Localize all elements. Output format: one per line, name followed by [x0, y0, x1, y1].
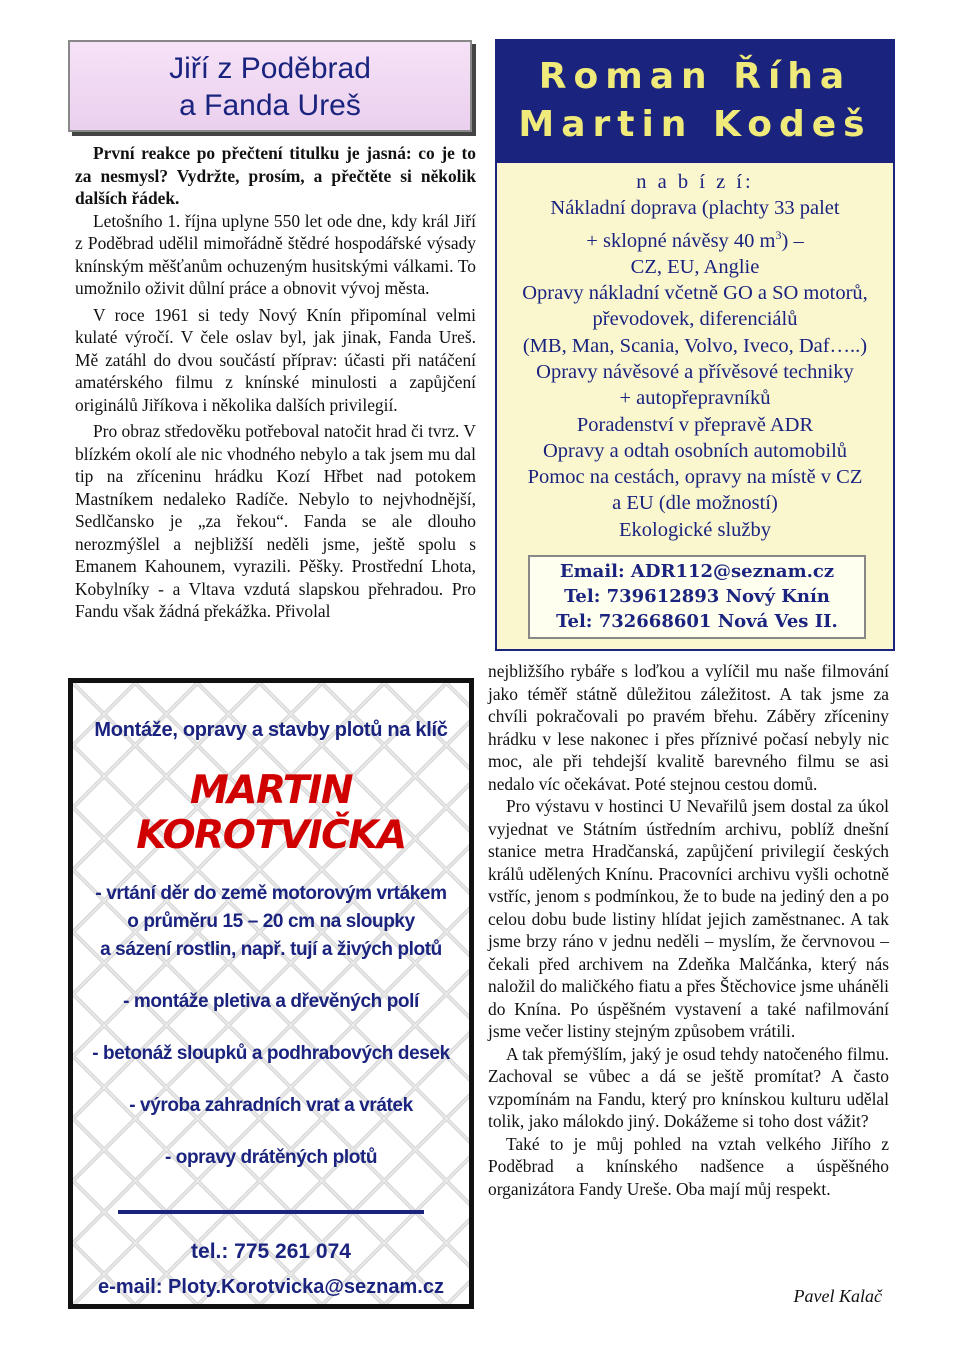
fence-ad-name: MARTIN KOROTVIČKA	[136, 768, 406, 858]
service-line: Poradenství v přepravě ADR	[576, 413, 814, 436]
article-title-line2: a Fanda Ureš	[179, 89, 361, 122]
service-line: Nákladní doprava (plachty 33 palet	[550, 197, 840, 220]
transport-advertisement	[495, 39, 895, 651]
fence-service: - vrtání děr do země motorovým vrtákem	[95, 883, 447, 904]
article-left-column	[75, 142, 476, 623]
fence-service: - výroba zahradních vrat a vrátek	[129, 1095, 413, 1116]
fence-service: - betonáž sloupků a podhrabových desek	[92, 1043, 450, 1064]
article-title-box	[68, 40, 472, 132]
transport-ad-header	[497, 41, 893, 163]
service-line: a EU (dle možností)	[612, 492, 778, 515]
service-line: CZ, EU, Anglie	[630, 255, 760, 278]
service-line: Pomoc na cestách, opravy na místě v CZ	[527, 466, 863, 489]
article-paragraph: V roce 1961 si tedy Nový Knín připomínal velmi kulaté výročí. V čele oslav byl, jak jinak, Fanda Ureš. Mě zatáhl do dvou součástí příprav: účasti při natáčení amatérského filmu z knínské minulosti a zapůjčení originálů Jiříkova i několika dalších privilegií.	[75, 304, 476, 415]
fence-email[interactable]: e-mail: Ploty.Korotvicka@seznam.cz	[98, 1276, 444, 1298]
fence-service: - montáže pletiva a dřevěných polí	[123, 991, 419, 1012]
service-line: Opravy nákladní včetně GO a SO motorů,	[522, 282, 868, 305]
service-line: + autopřepravníků	[619, 387, 771, 410]
transport-phone[interactable]: Tel: 732668601 Nová Ves II.	[556, 611, 838, 632]
fence-ad-divider	[118, 1210, 424, 1214]
article-paragraph: Pro výstavu v hostinci U Nevařilů jsem dostal za úkol vyjednat ve Státním ústředním archivu, poblíž dnešní stanice metra Hradčanská, zapůjčení privilegií českých králů udělených Knínu. Pracovníci archivu vyšli ochotně vstříc, jenom s podmínkou, že to bude na jediný den a po celou dobu bude listiny hlídat jejich zaměstnanec. A tak jsme brzy ráno v jednu neděli – myslím, že červnovou – čekali před archivem na Zdeňka Malčánka, který nás naložil do maličkého fiatu a přes Štěchovice jsme uháněli do Knína. Po úspěšném vystavení a také nafilmování jsme večer listiny stejným způsobem vrátili.	[488, 796, 889, 1041]
transport-email[interactable]: Email: ADR112@seznam.cz	[559, 561, 835, 582]
service-line: Opravy návěsové a přívěsové techniky	[536, 360, 854, 383]
fence-service: a sázení rostlin, např. tují a živých plotů	[100, 939, 442, 960]
service-line: Ekologické služby	[618, 518, 771, 541]
fence-phone[interactable]: tel.: 775 261 074	[191, 1240, 351, 1263]
article-lead: První reakce po přečtení titulku je jasná: co je to za nesmysl? Vydržte, prosím, a přečtěte si několik dalších řádek.	[75, 143, 476, 208]
article-paragraph: Letošního 1. října uplyne 550 let ode dne, kdy král Jiří z Poděbrad udělil mimořádně štědré hospodářské výsady knínským měšťanům ochuzeným husitskými válkami. To umožnilo oživit důlní práce a obnovit vývoj města.	[75, 210, 476, 298]
article-right-column	[488, 660, 889, 1200]
article-paragraph: nejbližšího rybáře s loďkou a vylíčil mu naše filmování jako téměř státně důležitou záležitost. A tak jsme za chvíli pokračovali po pravém břehu. Záběry zříceniny hrádku v lese nakonec i přes příznivé počasí nebyly nic moc, ale při tehdejší kvalitě barevného filmu se asi nedalo víc očekávat. Poté stejnou cestou domů.	[488, 661, 889, 794]
transport-ad-services	[497, 163, 893, 543]
fence-advertisement	[68, 678, 474, 1309]
service-line: (MB, Man, Scania, Volvo, Iveco, Daf…..)	[522, 334, 868, 357]
transport-ad-name2: Martin Kodeš	[518, 104, 872, 145]
article-paragraph: Také to je můj pohled na vztah velkého Jiřího z Poděbrad a knínského nadšence a úspěšného organizátora Fandy Ureše. Oba mají můj respekt.	[488, 1133, 889, 1199]
service-line: + sklopné návěsy 40 $m^3$) –	[586, 227, 804, 252]
fence-ad-content	[73, 719, 469, 1299]
service-line: Opravy a odtah osobních automobilů	[542, 439, 848, 462]
transport-phone[interactable]: Tel: 739612893 Nový Knín	[564, 586, 830, 607]
transport-ad-offer: n a b í z í:	[636, 171, 754, 193]
service-line: převodovek, diferenciálů	[592, 308, 798, 331]
transport-contact-box	[528, 555, 866, 639]
fence-service: - opravy drátěných plotů	[164, 1147, 378, 1168]
transport-ad-name1: Roman Říha	[538, 56, 852, 97]
fence-ad-tagline: Montáže, opravy a stavby plotů na klíč	[94, 719, 448, 741]
article-title-line1: Jiří z Poděbrad	[169, 52, 371, 85]
article-author: Pavel Kalač	[793, 1286, 882, 1306]
fence-service: o průměru 15 – 20 cm na sloupky	[127, 911, 415, 932]
article-paragraph: A tak přemýšlím, jaký je osud tehdy natočeného filmu. Zachoval se vůbec a dá se ještě promítat? A často vzpomínám na Fandu, který pro knínskou kulturu udělal tolik, jako málokdo jiný. Dokážeme si toho dost vážit?	[488, 1043, 889, 1131]
article-paragraph: Pro obraz středověku potřeboval natočit hrad či tvrz. V blízkém okolí ale nic vhodného nebylo a tak jsem mu dal tip na zříceninu hrádku Kozí Hřbet nad potokem Mastníkem nedaleko Radíče. Nebylo to nejvhodnější, Sedlčansko je „za řekou“. Fanda se ale dlouho nerozmýšlel a nejbližší neděli jsme, ještě spolu s Emanem Kahounem, vyrazili. Pěšky. Prostřední Lhota, Kobylníky - a Vltava vzdutá slapskou přehradou. Pro Fandu však žádná překážka. Přivolal	[75, 421, 476, 621]
